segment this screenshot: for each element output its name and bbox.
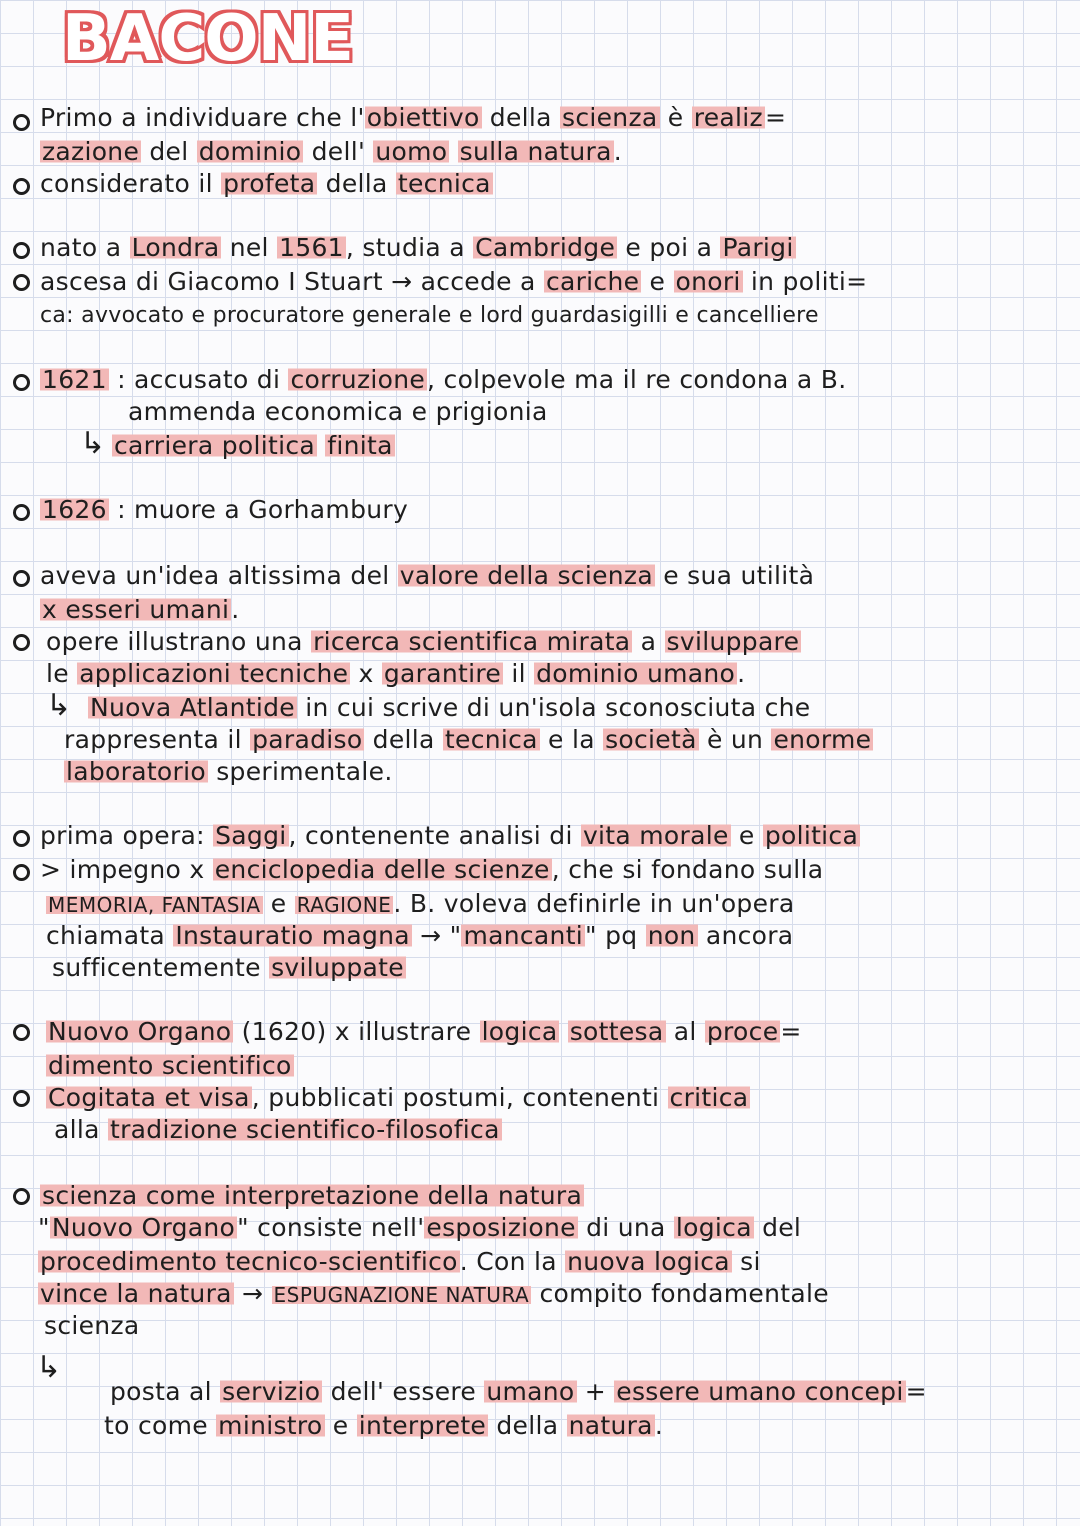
text-segment: opere illustrano una [46, 627, 312, 656]
text-segment: . [737, 659, 746, 688]
text-segment: . Con la [459, 1247, 566, 1276]
text-line [40, 1180, 584, 1212]
text-segment: alla [54, 1115, 108, 1144]
text-segment: ammenda economica e prigionia [128, 397, 548, 426]
text-line [38, 1212, 801, 1244]
text-segment: to come [104, 1411, 217, 1440]
text-line [52, 952, 406, 984]
highlighted-text: Parigi [722, 233, 794, 262]
bullet-dot [13, 114, 30, 131]
text-segment: , pubblicati postumi, contenenti [251, 1083, 668, 1112]
bullet-dot [13, 570, 30, 587]
highlighted-text: non [647, 921, 696, 950]
text-segment: : accusato di [108, 365, 289, 394]
highlighted-text: sviluppate [271, 953, 404, 982]
bullet-dot [13, 274, 30, 291]
text-segment: = [846, 267, 868, 296]
text-line [40, 364, 846, 396]
text-segment: e sua utilità [654, 561, 815, 590]
bullet-dot [13, 864, 30, 881]
text-segment: dell' essere [322, 1377, 485, 1406]
highlighted-text: finita [327, 431, 393, 460]
text-line [104, 1410, 663, 1442]
text-segment [449, 137, 457, 166]
highlighted-text: applicazioni tecniche [79, 659, 349, 688]
text-line [64, 756, 393, 788]
highlighted-text: carriera politica [114, 431, 316, 460]
page-title: BACONE [62, 2, 353, 76]
text-segment: = [780, 1017, 802, 1046]
text-segment: a [632, 627, 665, 656]
text-line [54, 1114, 502, 1146]
bullet-dot [13, 1188, 30, 1205]
highlighted-text: garantire [383, 659, 502, 688]
text-line [112, 430, 395, 462]
highlighted-text: società [605, 725, 697, 754]
text-segment: chiamata [46, 921, 174, 950]
highlighted-text: uomo [375, 137, 448, 166]
text-segment: , studia a [345, 233, 474, 262]
highlighted-text: 1626 [42, 495, 107, 524]
text-segment: le [46, 659, 78, 688]
text-segment: . [231, 595, 240, 624]
highlighted-text: tecnica [444, 725, 538, 754]
highlighted-text: Saggi [215, 821, 287, 850]
highlighted-text: corruzione [290, 365, 426, 394]
text-segment: + [576, 1377, 615, 1406]
text-segment: di una [577, 1213, 674, 1242]
bullet-dot [13, 178, 30, 195]
text-segment: sufficentemente [52, 953, 270, 982]
text-line [40, 854, 823, 886]
highlighted-text: proce [706, 1017, 779, 1046]
bullet-dot [13, 242, 30, 259]
text-segment: e poi a [617, 233, 721, 262]
text-line [40, 102, 786, 134]
text-line [40, 168, 493, 200]
highlighted-text: dominio [198, 137, 302, 166]
text-segment: posta al [110, 1377, 221, 1406]
highlighted-text: x esseri umani [42, 595, 230, 624]
text-segment: , contenente analisi di [288, 821, 581, 850]
text-segment: x [350, 659, 382, 688]
text-segment: al [665, 1017, 705, 1046]
highlighted-text: critica [669, 1083, 749, 1112]
highlighted-text: esposizione [426, 1213, 576, 1242]
text-segment: e [324, 1411, 357, 1440]
arrow-return-icon: ↳ [46, 688, 72, 723]
highlighted-text: RAGIONE [296, 893, 392, 917]
text-segment: dell' [303, 137, 374, 166]
text-segment: e [641, 267, 674, 296]
text-segment: aveva un'idea altissima del [40, 561, 398, 590]
text-line [40, 300, 819, 332]
text-segment: il [503, 659, 535, 688]
text-line [38, 1278, 829, 1311]
text-line [46, 1050, 294, 1082]
text-segment: → [233, 1279, 272, 1308]
text-segment: è [659, 103, 692, 132]
text-segment: della [488, 1411, 567, 1440]
text-segment: . B. voleva definirle in un'opera [393, 889, 795, 918]
highlighted-text: natura [568, 1411, 653, 1440]
highlighted-text: MEMORIA, FANTASIA [48, 893, 261, 917]
text-segment: e [730, 821, 763, 850]
highlighted-text: logica [481, 1017, 558, 1046]
highlighted-text: valore della scienza [399, 561, 653, 590]
bullet-dot [13, 1090, 30, 1107]
text-segment: > impegno x [40, 855, 213, 884]
text-segment: è un [698, 725, 772, 754]
highlighted-text: Nuovo Organo [51, 1213, 236, 1242]
text-line [128, 396, 548, 428]
text-segment: , che si fondano sulla [551, 855, 824, 884]
highlighted-text: ESPUGNAZIONE NATURA [273, 1283, 530, 1307]
text-segment: si [731, 1247, 761, 1276]
highlighted-text: servizio [222, 1377, 321, 1406]
highlighted-text: tecnica [397, 169, 491, 198]
text-line [40, 494, 408, 526]
highlighted-text: logica [675, 1213, 752, 1242]
text-segment: in politi [742, 267, 847, 296]
highlighted-text: tradizione scientifico-filosofica [109, 1115, 500, 1144]
text-segment: . [613, 137, 622, 166]
text-line [88, 692, 810, 724]
highlighted-text: dimento scientifico [48, 1051, 292, 1080]
highlighted-text: sviluppare [666, 627, 800, 656]
text-segment: nato a [40, 233, 130, 262]
text-line [110, 1376, 927, 1408]
text-line [40, 136, 622, 168]
text-segment: della [317, 169, 396, 198]
highlighted-text: interprete [358, 1411, 487, 1440]
highlighted-text: cariche [545, 267, 640, 296]
text-segment: della [481, 103, 561, 132]
text-segment: compito fondamentale [531, 1279, 829, 1308]
highlighted-text: vince la natura [40, 1279, 232, 1308]
highlighted-text: Cambridge [475, 233, 616, 262]
text-line [46, 626, 801, 658]
text-segment: . [654, 1411, 664, 1440]
arrow-return-icon: ↳ [36, 1350, 62, 1385]
bullet-dot [13, 1024, 30, 1041]
highlighted-text: Nuova Atlantide [90, 693, 295, 722]
highlighted-text: ricerca scientifica mirata [313, 627, 631, 656]
text-segment: in cui scrive di un'isola sconosciuta che [296, 693, 811, 722]
highlighted-text: nuova logica [567, 1247, 730, 1276]
highlighted-text: 1621 [42, 365, 107, 394]
text-segment: e la [539, 725, 604, 754]
text-segment: prima opera: [40, 821, 214, 850]
highlighted-text: realiz [693, 103, 763, 132]
text-segment: ascesa di Giacomo I Stuart → accede a [40, 267, 544, 296]
text-segment: della [364, 725, 443, 754]
highlighted-text: enciclopedia delle scienze [214, 855, 550, 884]
highlighted-text: Instauratio magna [175, 921, 410, 950]
text-line [64, 724, 873, 756]
highlighted-text: essere umano concepi [616, 1377, 904, 1406]
highlighted-text: scienza come interpretazione della natura [42, 1181, 583, 1210]
text-segment: del [753, 1213, 802, 1242]
text-segment: = [764, 103, 787, 132]
highlighted-text: scienza [562, 103, 658, 132]
highlighted-text: ministro [218, 1411, 323, 1440]
arrow-return-icon: ↳ [80, 426, 106, 461]
highlighted-text: vita morale [582, 821, 729, 850]
text-segment: : muore a Gorhambury [108, 495, 409, 524]
highlighted-text: onori [675, 267, 741, 296]
highlighted-text: paradiso [252, 725, 363, 754]
text-line [46, 888, 794, 921]
highlighted-text: zazione [42, 137, 140, 166]
text-line [40, 560, 814, 592]
text-segment: del [141, 137, 197, 166]
highlighted-text: enorme [773, 725, 872, 754]
text-segment: scienza [44, 1311, 140, 1340]
text-line [46, 1016, 802, 1048]
text-segment: " consiste nell' [237, 1213, 425, 1242]
bullet-dot [13, 830, 30, 847]
text-segment: = [905, 1377, 927, 1406]
text-line [40, 266, 867, 298]
bullet-dot [13, 374, 30, 391]
text-segment: (1620) x illustrare [233, 1017, 480, 1046]
highlighted-text: sulla natura [459, 137, 612, 166]
highlighted-text: politica [764, 821, 859, 850]
text-line [40, 232, 796, 264]
text-segment: rappresenta il [64, 725, 251, 754]
highlighted-text: laboratorio [66, 757, 206, 786]
highlighted-text: umano [486, 1377, 575, 1406]
text-segment: sperimentale. [207, 757, 393, 786]
text-segment: " pq [585, 921, 646, 950]
text-line [46, 1082, 750, 1114]
text-line [46, 920, 793, 952]
text-segment: Primo a individuare che l' [40, 103, 365, 132]
highlighted-text: profeta [223, 169, 316, 198]
bullet-dot [13, 634, 30, 651]
highlighted-text: Cogitata et visa [48, 1083, 250, 1112]
highlighted-text: dominio umano [536, 659, 736, 688]
text-line [44, 1310, 139, 1342]
text-segment: considerato il [40, 169, 222, 198]
text-segment: , colpevole ma il re condona a B. [427, 365, 847, 394]
highlighted-text: Londra [131, 233, 220, 262]
highlighted-text: 1561 [279, 233, 344, 262]
highlighted-text: procedimento tecnico-scientifico [40, 1247, 458, 1276]
text-segment [559, 1017, 567, 1046]
text-line [40, 820, 860, 852]
highlighted-text: Nuovo Organo [48, 1017, 232, 1046]
text-segment: " [38, 1213, 50, 1242]
text-line [40, 594, 239, 626]
bullet-dot [13, 504, 30, 521]
text-segment: ca: avvocato e procuratore generale e lord guardasigilli e cancelliere [40, 303, 819, 328]
text-segment: → " [411, 921, 462, 950]
text-line [38, 1246, 761, 1278]
text-line [46, 658, 745, 690]
text-segment: ancora [697, 921, 794, 950]
highlighted-text: obiettivo [366, 103, 480, 132]
highlighted-text: mancanti [463, 921, 584, 950]
text-segment: e [262, 889, 295, 918]
text-segment: nel [221, 233, 278, 262]
highlighted-text: sottesa [569, 1017, 664, 1046]
